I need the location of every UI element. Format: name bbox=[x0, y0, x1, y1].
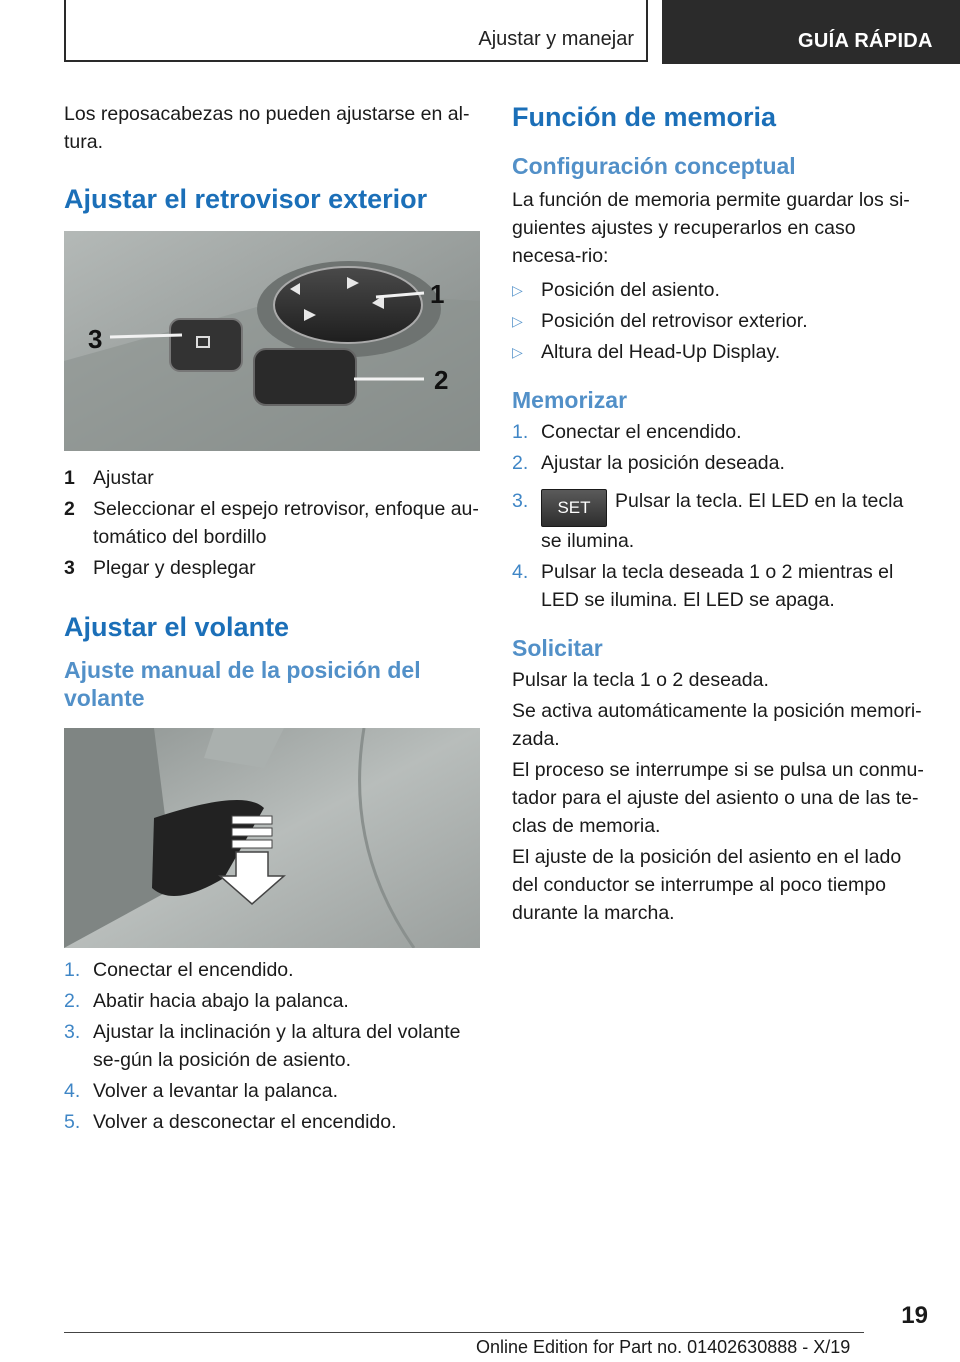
triangle-bullet-icon: ▷ bbox=[512, 282, 523, 298]
right-column bbox=[512, 100, 928, 927]
steering-wheel-heading: Ajustar el volante bbox=[64, 612, 290, 642]
figure-label-2: 2 bbox=[434, 365, 449, 395]
store-steps-list bbox=[512, 418, 928, 614]
list-item: 1. Conectar el encendido. bbox=[64, 959, 294, 981]
list-item: 2 Seleccionar el espejo retrovisor, enfoque au-tomático del bordillo bbox=[64, 498, 479, 548]
list-item: ▷ Posición del asiento. bbox=[512, 276, 928, 304]
list-item: 1 Ajustar bbox=[64, 467, 154, 489]
left-column bbox=[64, 100, 480, 1136]
list-item: 3. SET Pulsar la tecla. El LED en la tecla se ilumina. bbox=[512, 490, 904, 552]
mirror-legend-list bbox=[64, 464, 480, 582]
page-number: 19 bbox=[901, 1302, 928, 1329]
figure-label-1: 1 bbox=[430, 279, 445, 309]
mirror-heading: Ajustar el retrovisor exterior bbox=[64, 184, 428, 214]
set-button-icon: SET bbox=[541, 489, 607, 527]
list-item: 5. Volver a desconectar el encendido. bbox=[64, 1111, 397, 1133]
list-item: ▷ Altura del Head-Up Display. bbox=[512, 338, 928, 366]
footer-edition: Online Edition for Part no. 01402630888 - X/19 bbox=[476, 1337, 851, 1357]
store-heading: Memorizar bbox=[512, 387, 628, 413]
steering-lever-figure bbox=[64, 728, 480, 948]
recall-paragraph: Pulsar la tecla 1 o 2 deseada. bbox=[512, 669, 769, 691]
headrest-note: Los reposacabezas no pueden ajustarse en al-tura. bbox=[64, 103, 470, 153]
memory-function-heading: Función de memoria bbox=[512, 102, 777, 132]
header-tab-label: GUÍA RÁPIDA bbox=[798, 30, 933, 52]
recall-paragraph: El proceso se interrumpe si se pulsa un conmu-tador para el ajuste del asiento o una de las te-clas de memoria. bbox=[512, 759, 924, 837]
triangle-bullet-icon: ▷ bbox=[512, 344, 523, 360]
list-item: 1. Conectar el encendido. bbox=[512, 421, 742, 443]
concept-heading: Configuración conceptual bbox=[512, 153, 796, 179]
recall-paragraph: Se activa automáticamente la posición memori-zada. bbox=[512, 700, 922, 750]
list-item: 4. Volver a levantar la palanca. bbox=[64, 1080, 338, 1102]
footer-divider bbox=[64, 1332, 864, 1333]
list-item: 3 Plegar y desplegar bbox=[64, 557, 256, 579]
list-item: 3. Ajustar la inclinación y la altura del volante se-gún la posición de asiento. bbox=[64, 1021, 461, 1071]
mirror-control-figure bbox=[64, 231, 480, 451]
header-section-box bbox=[64, 0, 648, 62]
recall-heading: Solicitar bbox=[512, 635, 603, 661]
steering-wheel-subheading: Ajuste manual de la posición del volante bbox=[64, 657, 421, 711]
list-item: ▷ Posición del retrovisor exterior. bbox=[512, 307, 928, 335]
mirror-control-illustration bbox=[64, 231, 480, 451]
list-item: 4. Pulsar la tecla deseada 1 o 2 mientras el LED se ilumina. El LED se apaga. bbox=[512, 561, 894, 611]
list-item: 2. Ajustar la posición deseada. bbox=[512, 452, 785, 474]
header-section-title: Ajustar y manejar bbox=[478, 28, 634, 50]
steering-steps-list bbox=[64, 956, 480, 1136]
steering-lever-illustration bbox=[64, 728, 480, 948]
triangle-bullet-icon: ▷ bbox=[512, 313, 523, 329]
concept-text: La función de memoria permite guardar los si-guientes ajustes y recuperarlos en caso necesa-rio: bbox=[512, 189, 910, 267]
memory-items-list bbox=[512, 276, 928, 366]
figure-label-3: 3 bbox=[88, 324, 103, 354]
list-item: 2. Abatir hacia abajo la palanca. bbox=[64, 990, 349, 1012]
header-quick-guide-tab[interactable] bbox=[662, 0, 960, 64]
recall-paragraph: El ajuste de la posición del asiento en el lado del conductor se interrumpe al poco tiempo durante la marcha. bbox=[512, 846, 902, 924]
